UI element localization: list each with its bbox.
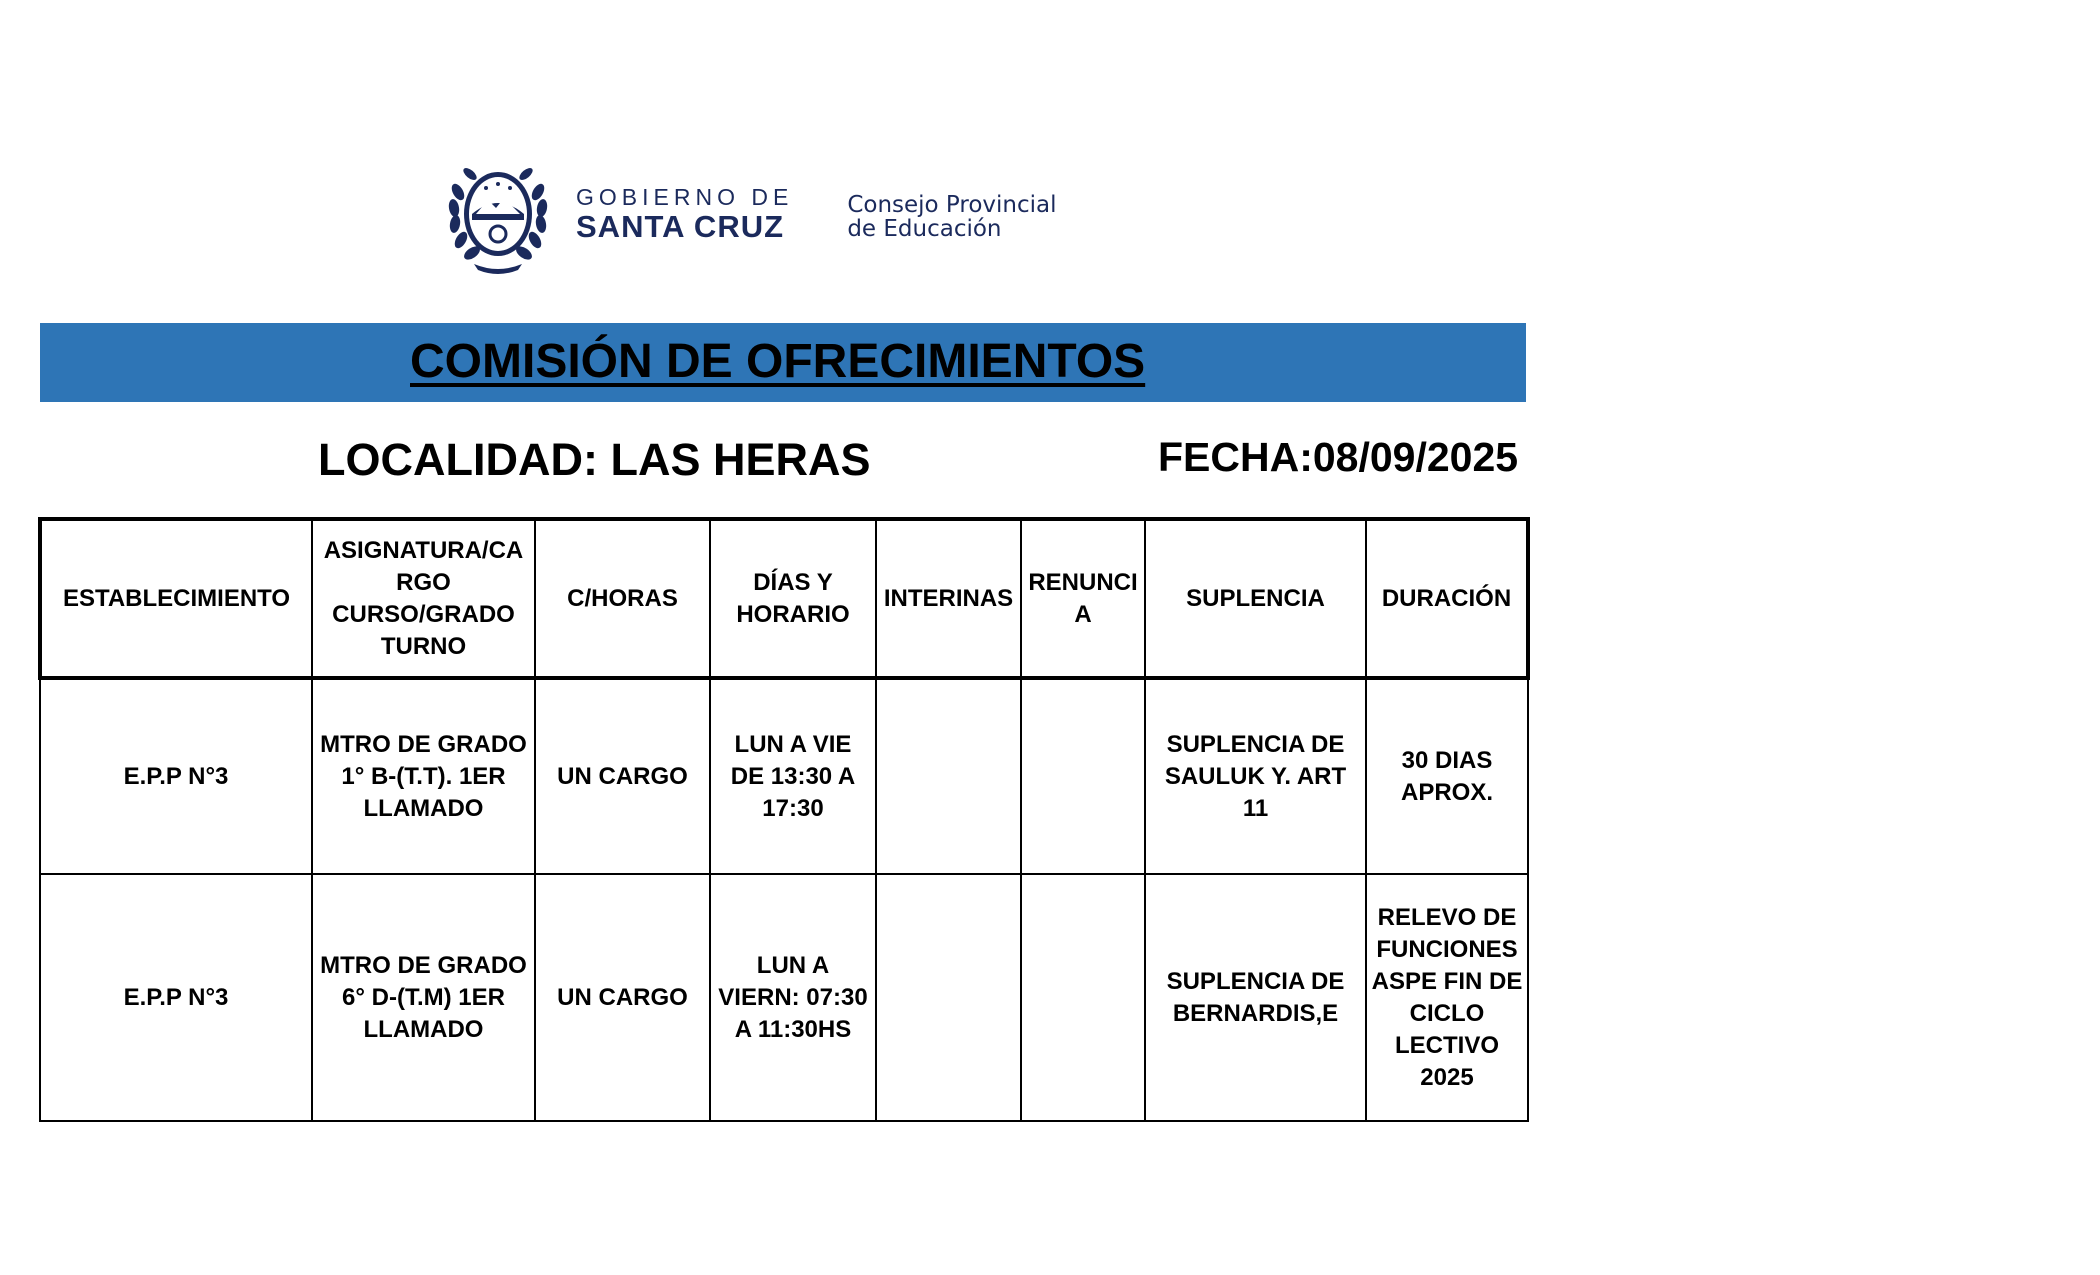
table-cell: 30 DIAS APROX. xyxy=(1366,678,1528,874)
table-cell: UN CARGO xyxy=(535,678,710,874)
page-title: COMISIÓN DE OFRECIMIENTOS xyxy=(410,335,1146,388)
table-cell: E.P.P N°3 xyxy=(40,678,312,874)
table-cell: UN CARGO xyxy=(535,874,710,1121)
council-line-2: de Educación xyxy=(847,216,1002,242)
column-header: INTERINAS xyxy=(876,519,1021,678)
table-row xyxy=(40,874,1528,1121)
table-cell: SUPLENCIA DE SAULUK Y. ART 11 xyxy=(1145,678,1366,874)
table-cell: SUPLENCIA DE BERNARDIS,E xyxy=(1145,874,1366,1121)
government-line-1: GOBIERNO DE xyxy=(576,184,794,210)
title-banner xyxy=(40,323,1526,402)
header-logo xyxy=(446,152,1057,276)
column-header: SUPLENCIA xyxy=(1145,519,1366,678)
locality-label: LOCALIDAD: LAS HERAS xyxy=(318,434,871,485)
table-row xyxy=(40,678,1528,874)
council-line-1: Consejo Provincial xyxy=(847,192,1057,218)
table-cell: LUN A VIE DE 13:30 A 17:30 xyxy=(710,678,876,874)
offers-table xyxy=(38,517,1530,1122)
date-value: 08/09/2025 xyxy=(1312,434,1519,480)
table-cell: MTRO DE GRADO 6° D-(T.M) 1ER LLAMADO xyxy=(312,874,535,1121)
column-header: DÍAS Y HORARIO xyxy=(710,519,876,678)
table-cell: RELEVO DE FUNCIONES ASPE FIN DE CICLO LECTIVO 2025 xyxy=(1366,874,1528,1121)
province-coat-of-arms-icon xyxy=(446,152,550,276)
column-header: C/HORAS xyxy=(535,519,710,678)
table-cell: LUN A VIERN: 07:30 A 11:30HS xyxy=(710,874,876,1121)
table-header-row xyxy=(40,519,1528,678)
column-header: ASIGNATURA/CARGO CURSO/GRADO TURNO xyxy=(312,519,535,678)
date-label xyxy=(1158,434,1518,481)
date-prefix: FECHA: xyxy=(1158,434,1313,480)
table-cell xyxy=(876,678,1021,874)
table-cell xyxy=(1021,874,1145,1121)
table-cell: E.P.P N°3 xyxy=(40,874,312,1121)
government-line-2: SANTA CRUZ xyxy=(576,209,785,244)
council-name xyxy=(847,187,1056,241)
table-cell: MTRO DE GRADO 1° B-(T.T). 1ER LLAMADO xyxy=(312,678,535,874)
government-name xyxy=(576,184,793,244)
table-cell xyxy=(876,874,1021,1121)
table-cell xyxy=(1021,678,1145,874)
column-header: DURACIÓN xyxy=(1366,519,1528,678)
column-header: RENUNCIA xyxy=(1021,519,1145,678)
column-header: ESTABLECIMIENTO xyxy=(40,519,312,678)
